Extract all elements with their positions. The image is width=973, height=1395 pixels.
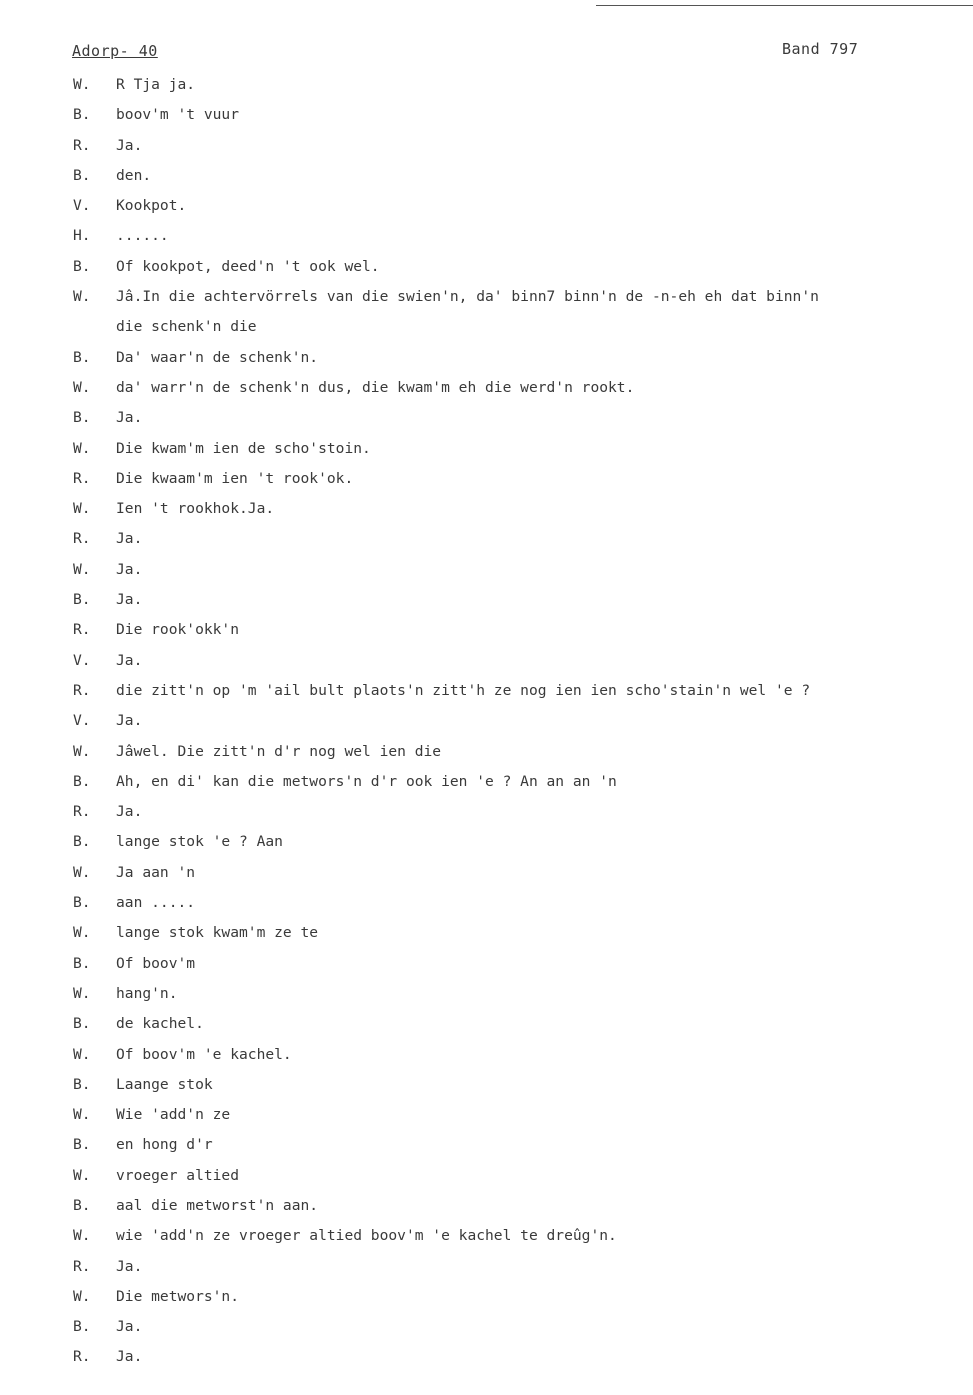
speaker-label: B. xyxy=(73,348,91,366)
transcript-line xyxy=(0,737,973,767)
utterance-text: Jâwel. Die zitt'n d'r nog wel ien die xyxy=(116,742,442,760)
utterance-text: aal die metworst'n aan. xyxy=(116,1196,319,1214)
speaker-label: H. xyxy=(73,227,91,245)
utterance-text: Ja. xyxy=(116,560,143,578)
utterance-text: Ja. xyxy=(116,1348,143,1366)
utterance-text: Ien 't rookhok.Ja. xyxy=(116,500,275,518)
utterance-text: die schenk'n die xyxy=(116,318,257,336)
speaker-label: B. xyxy=(73,772,91,790)
utterance-text: Wie 'add'n ze xyxy=(116,1106,231,1124)
speaker-label: W. xyxy=(73,500,91,518)
speaker-label: R. xyxy=(73,1348,91,1366)
utterance-text: Die kwam'm ien de scho'stoin. xyxy=(116,439,371,457)
utterance-text: boov'm 't vuur xyxy=(116,106,240,124)
speaker-label: W. xyxy=(73,1287,91,1305)
utterance-text: Da' waar'n de schenk'n. xyxy=(116,348,319,366)
transcript-line xyxy=(0,524,973,554)
transcript-line xyxy=(0,1342,973,1372)
utterance-text: Ja. xyxy=(116,1318,143,1336)
utterance-text: Ja. xyxy=(116,136,143,154)
transcript-line xyxy=(0,1252,973,1282)
speaker-label: B. xyxy=(73,954,91,972)
speaker-label: W. xyxy=(73,288,91,306)
transcript-line xyxy=(0,888,973,918)
speaker-label: B. xyxy=(73,166,91,184)
transcript-line xyxy=(0,918,973,948)
utterance-text: die zitt'n op 'm 'ail bult plaots'n zitt'h ze nog ien ien scho'stain'n wel 'e ? xyxy=(116,681,811,699)
utterance-text: R Tja ja. xyxy=(116,76,196,93)
transcript-line xyxy=(0,1070,973,1100)
transcript-line xyxy=(0,221,973,251)
speaker-label: B. xyxy=(73,1318,91,1336)
utterance-text: Jâ.In die achtervörrels van die swien'n, da' binn7 binn'n de -n-eh eh dat binn'n xyxy=(116,288,819,306)
utterance-text: Die metwors'n. xyxy=(116,1287,240,1305)
speaker-label: W. xyxy=(73,1045,91,1063)
transcript-line xyxy=(0,646,973,676)
speaker-label: B. xyxy=(73,1075,91,1093)
transcript-line xyxy=(0,131,973,161)
speaker-label: R. xyxy=(73,621,91,639)
utterance-text: Ja. xyxy=(116,591,143,609)
transcript-line xyxy=(0,1161,973,1191)
utterance-text: Die kwaam'm ien 't rook'ok. xyxy=(116,469,354,487)
transcript-line xyxy=(0,161,973,191)
utterance-text: wie 'add'n ze vroeger altied boov'm 'e kachel te dreûg'n. xyxy=(116,1227,617,1245)
utterance-text: Ja. xyxy=(116,651,143,669)
transcript-line xyxy=(0,827,973,857)
speaker-label: W. xyxy=(73,1166,91,1184)
utterance-text: Laange stok xyxy=(116,1075,213,1093)
speaker-label: W. xyxy=(73,924,91,942)
utterance-text: Ja. xyxy=(116,530,143,548)
speaker-label: R. xyxy=(73,681,91,699)
transcript-line xyxy=(0,555,973,585)
speaker-label: V. xyxy=(73,712,91,730)
speaker-label: B. xyxy=(73,106,91,124)
transcript-line xyxy=(0,494,973,524)
speaker-label: W. xyxy=(73,439,91,457)
speaker-label: W. xyxy=(73,560,91,578)
utterance-text: en hong d'r xyxy=(116,1136,213,1154)
transcript-line xyxy=(0,676,973,706)
transcript-line xyxy=(0,343,973,373)
transcript-line xyxy=(0,464,973,494)
speaker-label: W. xyxy=(73,742,91,760)
transcript-line xyxy=(0,949,973,979)
transcript-line xyxy=(0,191,973,221)
utterance-text: aan ..... xyxy=(116,894,196,912)
transcript-line xyxy=(0,858,973,888)
speaker-label: R. xyxy=(73,469,91,487)
speaker-label: B. xyxy=(73,257,91,275)
utterance-text: de kachel. xyxy=(116,1015,204,1033)
speaker-label: B. xyxy=(73,1196,91,1214)
transcript-line xyxy=(0,1130,973,1160)
speaker-label: R. xyxy=(73,530,91,548)
transcript-line xyxy=(0,312,973,342)
speaker-label: W. xyxy=(73,378,91,396)
transcript-line xyxy=(0,706,973,736)
transcript-line xyxy=(0,615,973,645)
speaker-label: R. xyxy=(73,1257,91,1275)
speaker-label: R. xyxy=(73,136,91,154)
utterance-text: da' warr'n de schenk'n dus, die kwam'm eh die werd'n rookt. xyxy=(116,378,635,396)
transcript-line xyxy=(0,1312,973,1342)
speaker-label: V. xyxy=(73,651,91,669)
transcript-line xyxy=(0,252,973,282)
speaker-label: W. xyxy=(73,1106,91,1124)
transcript-line xyxy=(0,585,973,615)
speaker-label: W. xyxy=(73,863,91,881)
transcript-line xyxy=(0,1009,973,1039)
utterance-text: Ja aan 'n xyxy=(116,863,196,881)
transcript-line xyxy=(0,797,973,827)
utterance-text: Of boov'm xyxy=(116,954,196,972)
utterance-text: Ja. xyxy=(116,1257,143,1275)
utterance-text: Of boov'm 'e kachel. xyxy=(116,1045,292,1063)
transcript-line xyxy=(0,100,973,130)
speaker-label: W. xyxy=(73,984,91,1002)
transcript xyxy=(0,70,973,1373)
speaker-label: R. xyxy=(73,803,91,821)
transcript-line xyxy=(0,1191,973,1221)
speaker-label: W. xyxy=(73,76,91,93)
utterance-text: den. xyxy=(116,166,152,184)
top-rule xyxy=(596,5,973,6)
speaker-label: B. xyxy=(73,409,91,427)
utterance-text: Ja. xyxy=(116,712,143,730)
transcript-line xyxy=(0,434,973,464)
utterance-text: Die rook'okk'n xyxy=(116,621,240,639)
utterance-text: Kookpot. xyxy=(116,197,187,215)
speaker-label: B. xyxy=(73,1015,91,1033)
transcript-line xyxy=(0,1221,973,1251)
transcript-line xyxy=(0,1282,973,1312)
document-reference: Adorp- 40 xyxy=(72,42,158,60)
transcript-line xyxy=(0,1100,973,1130)
utterance-text: ...... xyxy=(116,227,169,245)
transcript-line xyxy=(0,373,973,403)
utterance-text: Of kookpot, deed'n 't ook wel. xyxy=(116,257,380,275)
utterance-text: vroeger altied xyxy=(116,1166,240,1184)
speaker-label: B. xyxy=(73,1136,91,1154)
speaker-label: B. xyxy=(73,833,91,851)
transcript-line xyxy=(0,767,973,797)
speaker-label: V. xyxy=(73,197,91,215)
utterance-text: Ja. xyxy=(116,803,143,821)
tape-number: Band 797 xyxy=(782,40,859,58)
transcript-line xyxy=(0,1040,973,1070)
speaker-label: B. xyxy=(73,894,91,912)
utterance-text: lange stok kwam'm ze te xyxy=(116,924,319,942)
speaker-label: B. xyxy=(73,591,91,609)
transcript-line xyxy=(0,979,973,1009)
transcript-line xyxy=(0,403,973,433)
transcript-line xyxy=(0,70,973,100)
utterance-text: Ah, en di' kan die metwors'n d'r ook ien 'e ? An an an 'n xyxy=(116,772,617,790)
speaker-label: W. xyxy=(73,1227,91,1245)
utterance-text: hang'n. xyxy=(116,984,178,1002)
utterance-text: Ja. xyxy=(116,409,143,427)
transcript-line xyxy=(0,282,973,312)
utterance-text: lange stok 'e ? Aan xyxy=(116,833,283,851)
